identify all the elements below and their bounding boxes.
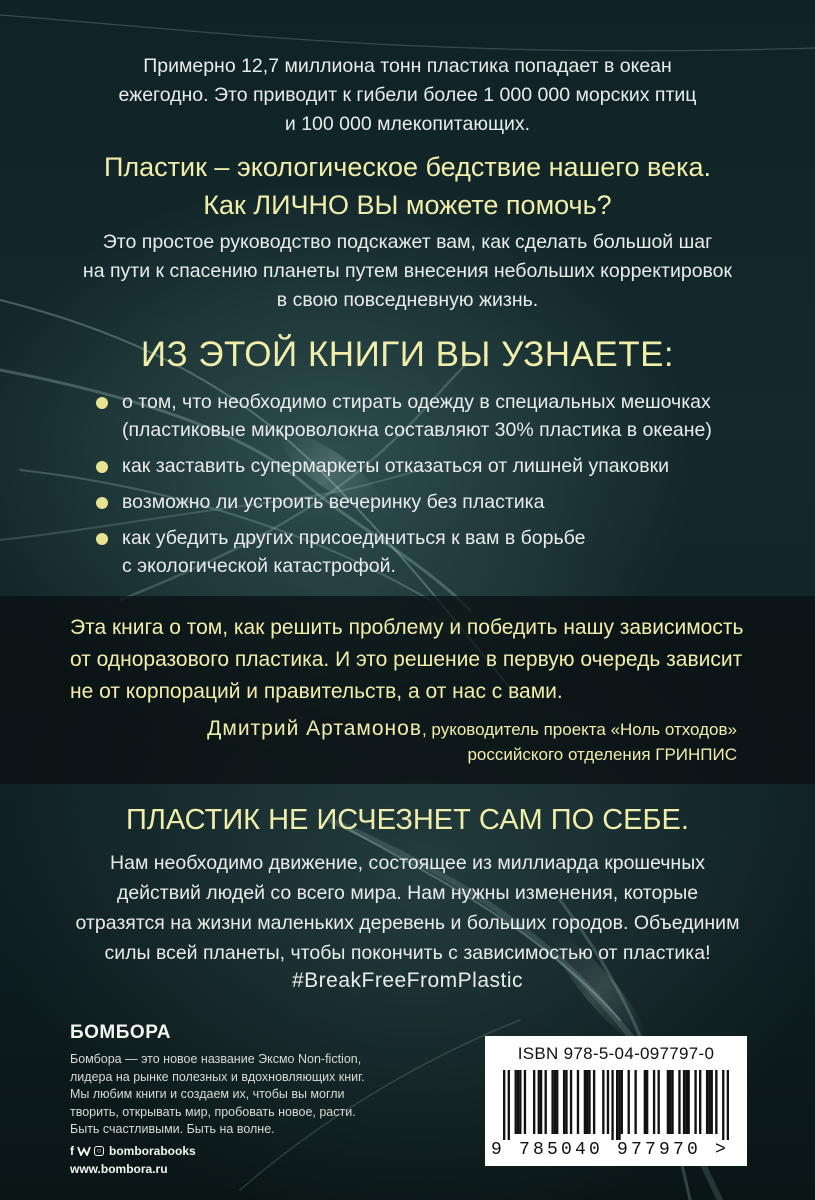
barcode-bar [611,1070,613,1140]
bullet-text: (пластиковые микроволокна составляют 30% пластика в океане) [122,419,712,441]
barcode-bar [708,1070,710,1134]
author-organization: российского отделения ГРИНПИС [467,745,737,764]
learn-heading: ИЗ ЭТОЙ КНИГИ ВЫ УЗНАЕТЕ: [140,335,675,374]
barcode-bar [644,1070,646,1134]
bullet-text: как убедить других присоединиться к вам в борьбе [122,527,586,549]
barcode-bar [667,1070,669,1134]
barcode-bar [524,1070,526,1134]
lead-line: в свою повседневную жизнь. [276,289,539,311]
barcode [503,1070,729,1140]
list-item [96,524,756,580]
barcode-bar [671,1070,673,1134]
closing-line: действий людей со всего мира. Нам нужны изменения, которые [116,882,699,904]
barcode-bar [545,1070,547,1134]
barcode-bar [508,1070,510,1140]
bullet-text: о том, что необходимо стирать одежду в специальных мешочках [122,391,711,413]
quote-text [70,612,760,708]
barcode-bar [683,1070,685,1134]
publisher-line: Бомбора — это новое название Эксмо Non-fiction, [70,1052,362,1066]
bullet-text: возможно ли устроить вечеринку без пластика [122,491,545,513]
barcode-bar [519,1070,521,1134]
list-item [96,488,756,516]
barcode-bar [565,1070,567,1134]
quote-line: от одноразового пластика. И это решение в первую очередь зависит [70,648,743,671]
bullet-dot-icon [96,497,108,509]
bullet-text: с экологической катастрофой. [122,555,396,577]
publisher-line: Мы любим книги и создаем их, чтобы вы могли [70,1087,345,1101]
closing-line: силы всей планеты, чтобы покончить с зависимостью от пластика! [104,942,711,964]
barcode-bar [715,1070,717,1134]
barcode-bar [554,1070,556,1134]
publisher-logo: БОМБОРА [70,1022,171,1043]
intro-line: и 100 000 млекопитающих. [284,113,531,135]
barcode-bar [538,1070,540,1134]
barcode-bar [658,1070,660,1134]
barcode-bar [616,1070,618,1140]
barcode-bar [634,1070,636,1134]
barcode-bar [586,1070,588,1134]
barcode-bar [515,1070,517,1134]
bullet-list [96,388,756,588]
bullet-dot-icon [96,461,108,473]
quote-author [207,716,737,767]
barcode-bar [584,1070,586,1134]
barcode-digits: 9 785040 977970 > [491,1140,730,1160]
quote-line: не от корпораций и правительств, а от нас с вами. [70,680,563,703]
publisher-website: www.bombora.ru [70,1162,168,1176]
lead-line: Это простое руководство подскажет вам, как сделать большой шаг [102,231,713,253]
headline-line: Как ЛИЧНО ВЫ можете помочь? [203,190,612,220]
bullet-dot-icon [96,397,108,409]
publisher-line: творить, открывать мир, пробовать новое, расти. [70,1104,356,1119]
intro-line: Примерно 12,7 миллиона тонн пластика попадает в океан [143,55,672,77]
barcode-bar [563,1070,565,1134]
author-name: Дмитрий Артамонов [207,717,422,740]
facebook-icon: f [70,1144,74,1158]
barcode-bar [706,1070,708,1134]
barcode-bar [653,1070,655,1134]
barcode-bar [694,1070,696,1134]
author-role: , руководитель проекта «Ноль отходов» [421,720,737,739]
barcode-bar [685,1070,687,1134]
barcode-bar [602,1070,604,1134]
barcode-bar [607,1070,609,1134]
barcode-bar [517,1070,519,1134]
bullet-text: как заставить супермаркеты отказаться от лишней упаковки [122,455,670,477]
vk-icon [77,1146,91,1156]
barcode-bar [618,1070,620,1140]
closing-line: отразятся на жизни маленьких деревень и больших городов. Объединим [75,912,740,934]
list-item [96,388,756,444]
barcode-bar [699,1070,701,1134]
bullet-dot-icon [96,533,108,545]
barcode-bar [628,1070,630,1134]
barcode-bar [678,1070,680,1134]
closing-line: Нам необходимо движение, состоящее из миллиарда крошечных [110,852,705,874]
author-line [207,716,737,742]
hashtag: #BreakFreeFromPlastic [291,969,524,992]
barcode-panel [485,1036,747,1166]
barcode-bar [577,1070,579,1134]
social-links [70,1144,196,1158]
barcode-bar [727,1070,729,1140]
headline [40,148,775,224]
instagram-icon: ○ [94,1146,104,1156]
quote-line: Эта книга о том, как решить проблему и победить нашу зависимость [70,616,744,639]
slogan: ПЛАСТИК НЕ ИСЧЕЗНЕТ САМ ПО СЕБЕ. [126,804,689,836]
barcode-bar [588,1070,590,1134]
barcode-bar [570,1070,572,1134]
barcode-bar [551,1070,553,1134]
publisher-line: Быть счастливыми. Быть на волне. [70,1122,275,1136]
barcode-bar [533,1070,535,1134]
lead-paragraph [60,228,755,315]
closing-paragraph [50,848,765,968]
barcode-bar [540,1070,542,1134]
list-item [96,452,756,480]
intro-line: ежегодно. Это приводит к гибели более 1 000 000 морских птиц [118,84,697,106]
barcode-bar [669,1070,671,1134]
barcode-bar [621,1070,623,1134]
lead-line: на пути к спасению планеты путем внесения небольших корректировок [82,260,733,282]
social-handle: bomborabooks [109,1144,196,1158]
barcode-bar [503,1070,505,1140]
headline-line: Пластик – экологическое бедствие нашего века. [103,152,711,182]
barcode-bar [722,1070,724,1140]
publisher-line: лидера на рынке полезных и вдохновляющих книг. [70,1069,365,1084]
intro-paragraph [60,52,755,139]
barcode-bar [556,1070,558,1134]
barcode-bar [593,1070,595,1134]
isbn-number: ISBN 978-5-04-097797-0 [517,1044,715,1063]
barcode-bar [687,1070,689,1134]
barcode-bar [646,1070,648,1134]
barcode-bar [711,1070,713,1134]
publisher-description [70,1051,430,1139]
